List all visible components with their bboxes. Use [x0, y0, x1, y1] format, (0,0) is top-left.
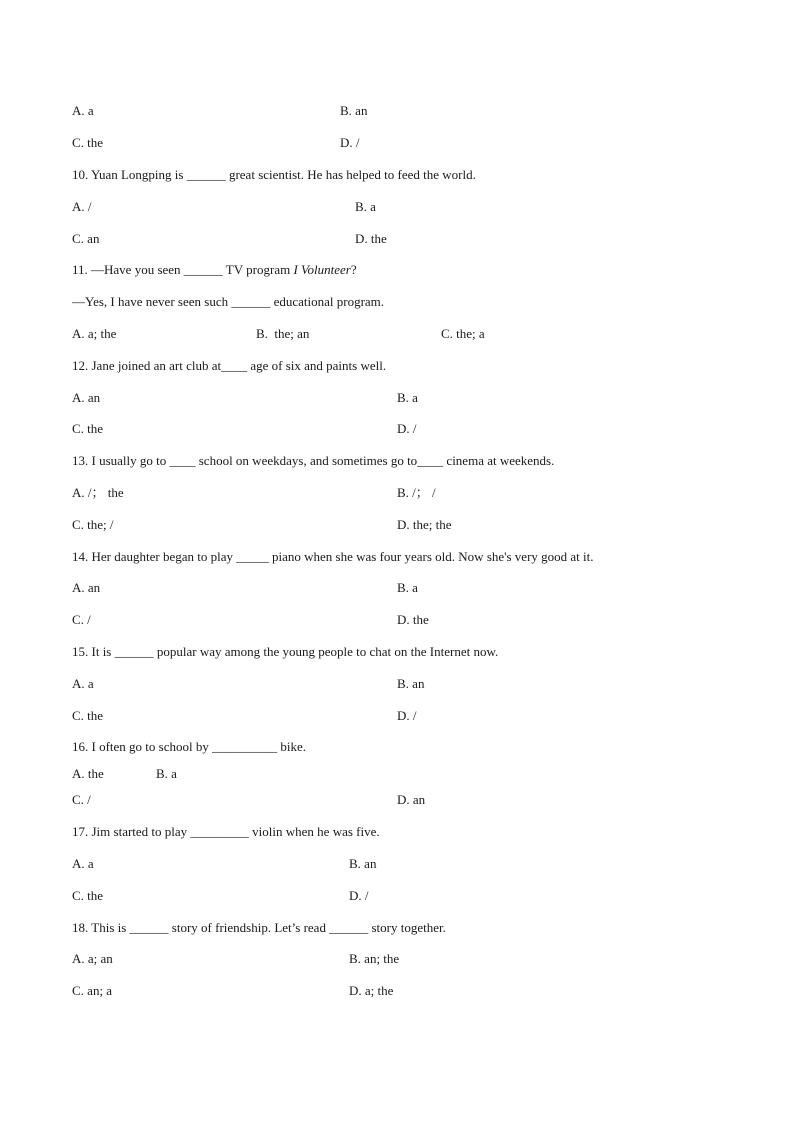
- q17-option-b: B. an: [349, 856, 377, 871]
- q13-option-c: C. the; /: [72, 517, 114, 532]
- q18-option-b: B. an; the: [349, 951, 400, 966]
- q11-option-b: B. the; an: [256, 326, 310, 341]
- q14-stem: 14. Her daughter began to play _____ piano when she was four years old. Now she's very good at it.: [72, 549, 594, 564]
- q12-stem: 12. Jane joined an art club at____ age of six and paints well.: [72, 358, 387, 373]
- q16-option-a: A. the: [72, 766, 104, 781]
- q11-stem-italic-title: I Volunteer: [293, 262, 351, 277]
- q11-stem-2: —Yes, I have never seen such ______ educational program.: [72, 294, 385, 309]
- q15-stem: 15. It is ______ popular way among the young people to chat on the Internet now.: [72, 644, 499, 659]
- q16-option-d: D. an: [397, 792, 426, 807]
- q16-stem: 16. I often go to school by __________ bike.: [72, 739, 306, 754]
- q14-option-d: D. the: [397, 612, 429, 627]
- q13-option-d: D. the; the: [397, 517, 452, 532]
- q18-option-d: D. a; the: [349, 983, 394, 998]
- q12-option-b: B. a: [397, 390, 418, 405]
- q18-stem: 18. This is ______ story of friendship. Let’s read ______ story together.: [72, 920, 446, 935]
- q9-option-b: B. an: [340, 103, 368, 118]
- q12-option-c: C. the: [72, 421, 104, 436]
- q17-option-d: D. /: [349, 888, 369, 903]
- q11-stem: [72, 262, 357, 278]
- q10-option-d: D. the: [355, 231, 387, 246]
- q9-option-a: A. a: [72, 103, 94, 118]
- q14-option-c: C. /: [72, 612, 91, 627]
- q10-option-c: C. an: [72, 231, 100, 246]
- q14-option-b: B. a: [397, 580, 418, 595]
- q14-option-a: A. an: [72, 580, 101, 595]
- q9-option-d: D. /: [340, 135, 360, 150]
- q11-option-a: A. a; the: [72, 326, 117, 341]
- q16-option-c: C. /: [72, 792, 91, 807]
- q17-option-a: A. a: [72, 856, 94, 871]
- q15-option-d: D. /: [397, 708, 417, 723]
- q10-stem: 10. Yuan Longping is ______ great scientist. He has helped to feed the world.: [72, 167, 476, 182]
- q15-option-a: A. a: [72, 676, 94, 691]
- q10-option-b: B. a: [355, 199, 376, 214]
- q12-option-d: D. /: [397, 421, 417, 436]
- q17-stem: 17. Jim started to play _________ violin when he was five.: [72, 824, 380, 839]
- q16-option-b: B. a: [156, 766, 177, 781]
- q12-option-a: A. an: [72, 390, 101, 405]
- q18-option-a: A. a; an: [72, 951, 113, 966]
- q11-option-c: C. the; a: [441, 326, 485, 341]
- q13-stem: 13. I usually go to ____ school on weekdays, and sometimes go to____ cinema at weekends.: [72, 453, 555, 468]
- q11-stem-post: ?: [350, 262, 357, 277]
- q11-stem-pre: 11. —Have you seen ______ TV program: [72, 262, 294, 277]
- q13-option-a: A. /； the: [72, 485, 124, 500]
- q18-option-c: C. an; a: [72, 983, 113, 998]
- q15-option-b: B. an: [397, 676, 425, 691]
- q10-option-a: A. /: [72, 199, 92, 214]
- q13-option-b: B. /； /: [397, 485, 436, 500]
- q15-option-c: C. the: [72, 708, 104, 723]
- q17-option-c: C. the: [72, 888, 104, 903]
- q9-option-c: C. the: [72, 135, 104, 150]
